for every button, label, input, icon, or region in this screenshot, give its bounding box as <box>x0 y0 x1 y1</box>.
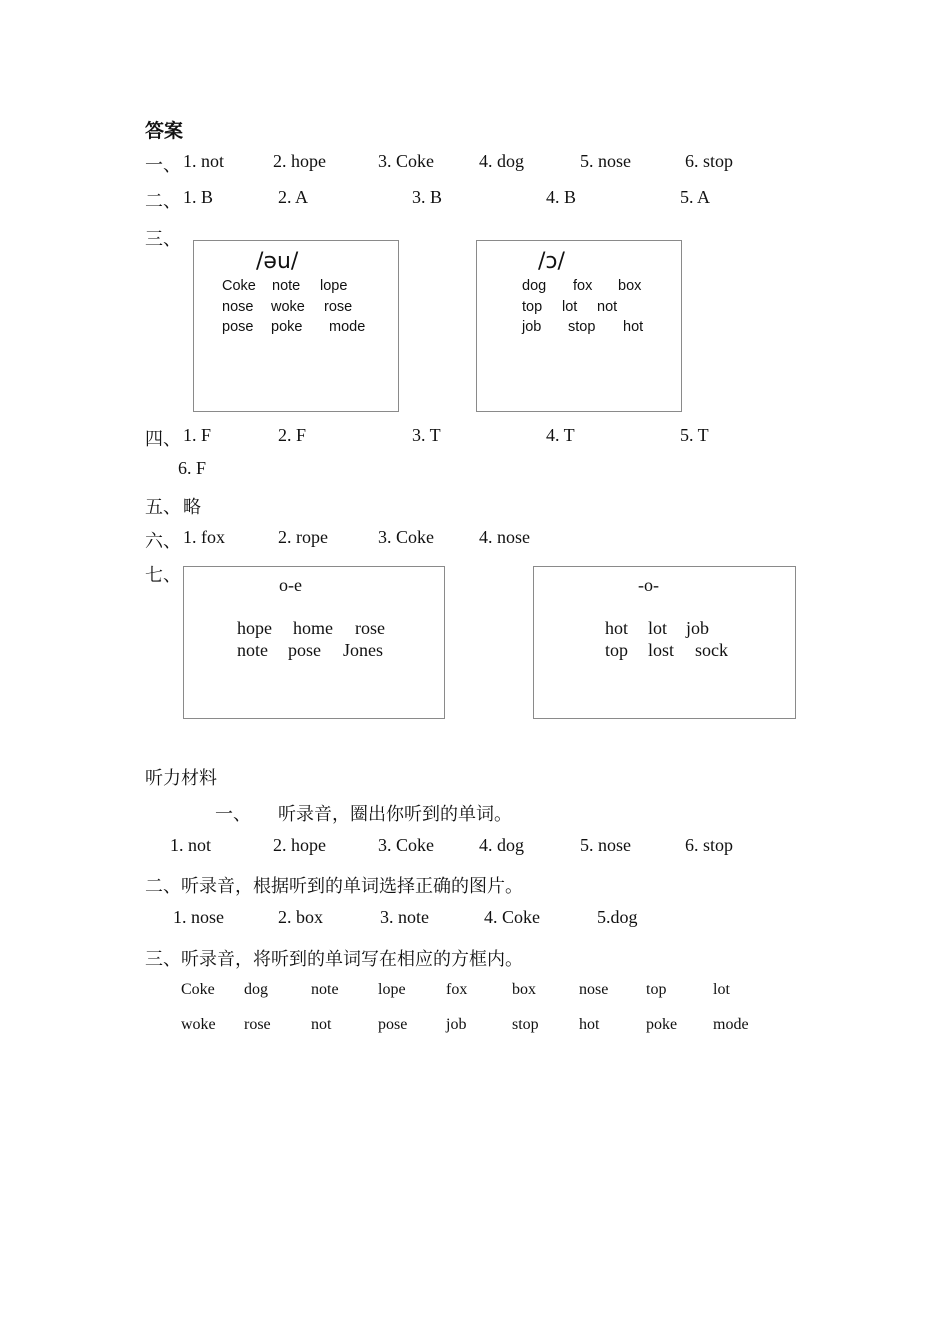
answer-item: 2. A <box>278 187 309 207</box>
box-word: lot <box>648 618 668 638</box>
phoneme-label: /ɔ/ <box>538 249 565 274</box>
listening-item: 2. box <box>278 907 323 927</box>
word-list-item: stop <box>512 1016 539 1033</box>
answer-item: 3. B <box>412 187 443 207</box>
section-7-prefix: 七、 <box>145 565 181 585</box>
box-word: lost <box>648 640 675 660</box>
listening-part-3-instruction: 三、听录音，将听到的单词写在相应的方框内。 <box>145 949 523 969</box>
phoneme-box-ou <box>193 240 399 412</box>
word-list-item: job <box>446 1016 467 1033</box>
box-title: o-e <box>279 575 302 595</box>
word-list-item: top <box>646 981 667 998</box>
word-list-item: mode <box>713 1016 749 1033</box>
word-list-item: Coke <box>181 981 215 998</box>
answer-item: 1. F <box>183 425 212 445</box>
box-word: hope <box>237 618 272 638</box>
box-word: lope <box>320 278 348 294</box>
listening-item: 5.dog <box>597 907 638 927</box>
box-word: sock <box>695 640 728 660</box>
answers-title: 答案 <box>145 120 184 142</box>
answer-item: 2. hope <box>273 151 326 171</box>
box-word: top <box>605 640 629 660</box>
section-4-prefix: 四、 <box>145 429 181 449</box>
box-word: lot <box>562 299 578 315</box>
answer-item: 5. T <box>680 425 709 445</box>
phoneme-label: /əu/ <box>256 249 299 274</box>
box-word: woke <box>271 299 305 315</box>
answer-item: 3. Coke <box>378 151 434 171</box>
box-word: mode <box>329 319 366 335</box>
box-word: not <box>597 299 618 315</box>
listening-part-2-instruction: 二、听录音，根据听到的单词选择正确的图片。 <box>145 876 523 896</box>
word-list-item: hot <box>579 1016 600 1033</box>
answer-item: 1. B <box>183 187 214 207</box>
answer-item: 4. nose <box>479 527 530 547</box>
box-word: pose <box>222 319 254 335</box>
listening-part-1-instruction: 听录音，圈出你听到的单词。 <box>278 804 512 824</box>
box-word: rose <box>355 618 385 638</box>
word-list-item: pose <box>378 1016 408 1033</box>
spelling-box-o-e <box>183 566 445 719</box>
answer-item: 4. dog <box>479 151 524 171</box>
listening-item: 4. dog <box>479 835 524 855</box>
listening-item: 2. hope <box>273 835 326 855</box>
word-list-item: lope <box>378 981 406 998</box>
box-word: home <box>293 618 333 638</box>
box-word: pose <box>288 640 321 660</box>
section-1-prefix: 一、 <box>145 155 181 175</box>
box-word: dog <box>522 278 547 294</box>
box-word: note <box>272 278 301 294</box>
listening-item: 3. note <box>380 907 429 927</box>
box-word: poke <box>271 319 303 335</box>
section-5-prefix: 五、 <box>145 497 181 517</box>
word-list-item: woke <box>181 1016 216 1033</box>
answer-item: 5. A <box>680 187 711 207</box>
answer-item: 3. Coke <box>378 527 434 547</box>
box-title: -o- <box>638 575 659 595</box>
answer-item: 1. fox <box>183 527 225 547</box>
section-3-prefix: 三、 <box>145 229 181 249</box>
answer-item: 5. nose <box>580 151 631 171</box>
word-list-item: lot <box>713 981 730 998</box>
word-list-item: note <box>311 981 339 998</box>
listening-title: 听力材料 <box>145 768 217 788</box>
section-6-prefix: 六、 <box>145 531 181 551</box>
box-word: note <box>237 640 268 660</box>
box-word: box <box>618 278 642 294</box>
box-word: job <box>686 618 710 638</box>
box-word: top <box>522 299 543 315</box>
answer-item: 4. B <box>546 187 577 207</box>
answer-item: 2. F <box>278 425 307 445</box>
word-list-item: rose <box>244 1016 271 1033</box>
listening-item: 3. Coke <box>378 835 434 855</box>
word-list-item: nose <box>579 981 609 998</box>
listening-item: 5. nose <box>580 835 631 855</box>
answer-item: 2. rope <box>278 527 328 547</box>
box-word: Coke <box>222 278 256 294</box>
listening-item: 1. nose <box>173 907 224 927</box>
answer-item: 3. T <box>412 425 441 445</box>
word-list-item: dog <box>244 981 268 998</box>
box-word: stop <box>568 319 596 335</box>
listening-item: 1. not <box>170 835 212 855</box>
box-word: Jones <box>343 640 383 660</box>
word-list-item: poke <box>646 1016 678 1033</box>
answer-item: 4. T <box>546 425 575 445</box>
listening-item: 4. Coke <box>484 907 540 927</box>
word-list-item: fox <box>446 981 468 998</box>
answer-item: 1. not <box>183 151 225 171</box>
section-5-text: 略 <box>183 497 201 517</box>
box-word: hot <box>605 618 629 638</box>
word-list-item: box <box>512 981 536 998</box>
box-word: rose <box>324 299 353 315</box>
answer-item: 6. stop <box>685 151 734 171</box>
phoneme-box-o <box>476 240 682 412</box>
box-word: hot <box>623 319 644 335</box>
box-word: nose <box>222 299 254 315</box>
box-word: fox <box>573 278 593 294</box>
section-2-prefix: 二、 <box>145 191 181 211</box>
spelling-box-o <box>533 566 796 719</box>
listening-item: 6. stop <box>685 835 734 855</box>
word-list-item: not <box>311 1016 332 1033</box>
answer-item: 6. F <box>178 458 207 478</box>
listening-part-1-number: 一、 <box>215 804 251 824</box>
box-word: job <box>522 319 542 335</box>
